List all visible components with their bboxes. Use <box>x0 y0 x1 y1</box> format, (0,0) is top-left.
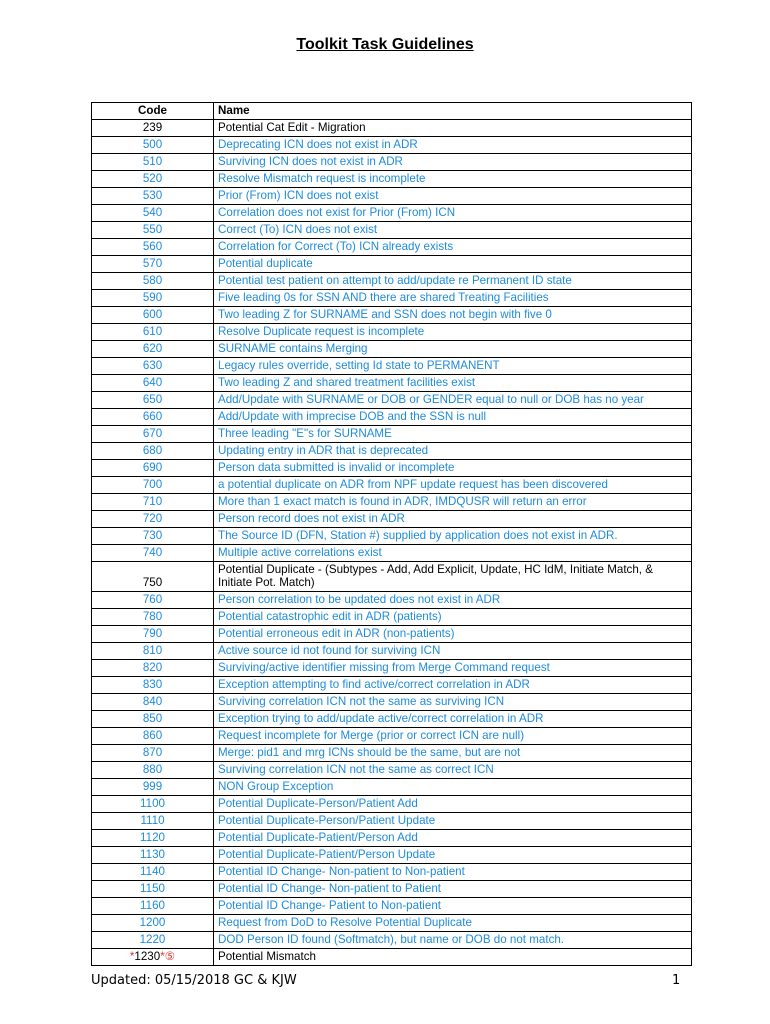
code-column-header: Code <box>92 103 214 120</box>
row-code-value: 1120 <box>140 831 165 844</box>
table-row <box>92 307 692 324</box>
row-code-value: 550 <box>142 223 163 236</box>
row-code <box>92 562 214 592</box>
row-name: Add/Update with SURNAME or DOB or GENDER equal to null or DOB has no year <box>214 392 692 409</box>
row-code <box>92 375 214 392</box>
row-code <box>92 915 214 932</box>
row-name: Potential Cat Edit - Migration <box>214 120 692 137</box>
row-code-value: 730 <box>142 529 163 542</box>
row-code <box>92 779 214 796</box>
table-row <box>92 813 692 830</box>
table-header-row <box>92 103 692 120</box>
name-column-header: Name <box>214 103 692 120</box>
row-name: Surviving/active identifier missing from Merge Command request <box>214 660 692 677</box>
row-code-value: 750 <box>142 576 163 589</box>
row-name: Deprecating ICN does not exist in ADR <box>214 137 692 154</box>
table-row <box>92 762 692 779</box>
row-name: Potential Duplicate-Patient/Person Add <box>214 830 692 847</box>
row-code-value: 500 <box>142 138 163 151</box>
row-name: Three leading "E"s for SURNAME <box>214 426 692 443</box>
table-row <box>92 477 692 494</box>
table-row <box>92 545 692 562</box>
table-row <box>92 677 692 694</box>
row-code <box>92 188 214 205</box>
row-name: Merge: pid1 and mrg ICNs should be the same, but are not <box>214 745 692 762</box>
table-row <box>92 188 692 205</box>
row-code-value: 840 <box>142 695 163 708</box>
row-code <box>92 677 214 694</box>
table-row <box>92 222 692 239</box>
table-row <box>92 694 692 711</box>
row-code-value: 820 <box>142 661 163 674</box>
row-code-value: 1130 <box>140 848 165 861</box>
table-row <box>92 881 692 898</box>
row-name: Updating entry in ADR that is deprecated <box>214 443 692 460</box>
row-name: Person data submitted is invalid or incomplete <box>214 460 692 477</box>
row-name: Request incomplete for Merge (prior or correct ICN are null) <box>214 728 692 745</box>
row-name: Surviving correlation ICN not the same as correct ICN <box>214 762 692 779</box>
row-code-value: 760 <box>142 593 163 606</box>
table-row <box>92 341 692 358</box>
row-code-value: 530 <box>142 189 163 202</box>
row-code <box>92 324 214 341</box>
table-row <box>92 273 692 290</box>
row-code <box>92 137 214 154</box>
table-row <box>92 494 692 511</box>
row-code <box>92 949 214 966</box>
row-name: Two leading Z and shared treatment facilities exist <box>214 375 692 392</box>
row-code <box>92 796 214 813</box>
table-row <box>92 358 692 375</box>
table-row <box>92 375 692 392</box>
row-code-value: 610 <box>142 325 163 338</box>
row-code <box>92 881 214 898</box>
row-code <box>92 307 214 324</box>
row-name: Person correlation to be updated does not exist in ADR <box>214 592 692 609</box>
row-code <box>92 494 214 511</box>
table-row <box>92 256 692 273</box>
row-code-value: 570 <box>142 257 163 270</box>
row-name: Potential Mismatch <box>214 949 692 966</box>
table-row <box>92 392 692 409</box>
row-code <box>92 660 214 677</box>
table-row <box>92 643 692 660</box>
row-code <box>92 239 214 256</box>
row-name: Prior (From) ICN does not exist <box>214 188 692 205</box>
row-name: Exception trying to add/update active/correct correlation in ADR <box>214 711 692 728</box>
table-row <box>92 460 692 477</box>
row-name: NON Group Exception <box>214 779 692 796</box>
row-code-value: 850 <box>142 712 163 725</box>
row-name: Add/Update with imprecise DOB and the SSN is null <box>214 409 692 426</box>
row-name: Potential ID Change- Patient to Non-patient <box>214 898 692 915</box>
table-row <box>92 120 692 137</box>
row-code <box>92 813 214 830</box>
row-name: a potential duplicate on ADR from NPF update request has been discovered <box>214 477 692 494</box>
row-code <box>92 762 214 779</box>
row-code-value: 830 <box>142 678 163 691</box>
row-name: Potential test patient on attempt to add/update re Permanent ID state <box>214 273 692 290</box>
row-code <box>92 511 214 528</box>
table-row <box>92 137 692 154</box>
page-title: Toolkit Task Guidelines <box>296 36 474 53</box>
row-code <box>92 864 214 881</box>
row-code <box>92 528 214 545</box>
table-row <box>92 324 692 341</box>
row-code <box>92 358 214 375</box>
table-row <box>92 779 692 796</box>
row-name: Multiple active correlations exist <box>214 545 692 562</box>
row-name: Potential erroneous edit in ADR (non-patients) <box>214 626 692 643</box>
row-name: Correct (To) ICN does not exist <box>214 222 692 239</box>
row-code <box>92 290 214 307</box>
row-code-value: 1220 <box>139 933 166 946</box>
row-name: Resolve Mismatch request is incomplete <box>214 171 692 188</box>
row-code <box>92 341 214 358</box>
row-code-value: 640 <box>142 376 163 389</box>
table-row <box>92 205 692 222</box>
row-name: Potential Duplicate - (Subtypes - Add, Add Explicit, Update, HC IdM, Initiate Match, & Initiate Pot. Match) <box>214 562 692 592</box>
table-row <box>92 745 692 762</box>
row-code <box>92 120 214 137</box>
row-code <box>92 728 214 745</box>
row-code <box>92 426 214 443</box>
row-code <box>92 256 214 273</box>
row-code <box>92 898 214 915</box>
row-code-value: 630 <box>142 359 163 372</box>
row-name: Resolve Duplicate request is incomplete <box>214 324 692 341</box>
row-code <box>92 932 214 949</box>
row-code-value: 1200 <box>139 916 166 929</box>
row-code <box>92 830 214 847</box>
table-row <box>92 290 692 307</box>
row-code-value: 810 <box>142 644 163 657</box>
row-code-value: 620 <box>142 342 163 355</box>
row-code <box>92 443 214 460</box>
row-code-value: 740 <box>142 546 163 559</box>
row-name: Person record does not exist in ADR <box>214 511 692 528</box>
row-code-value: 790 <box>142 627 163 640</box>
table-row <box>92 426 692 443</box>
row-name: Two leading Z for SURNAME and SSN does not begin with five 0 <box>214 307 692 324</box>
table-row <box>92 528 692 545</box>
row-name: Surviving ICN does not exist in ADR <box>214 154 692 171</box>
row-name: Potential ID Change- Non-patient to Patient <box>214 881 692 898</box>
row-code <box>92 460 214 477</box>
row-code-value: 520 <box>142 172 163 185</box>
row-code <box>92 745 214 762</box>
table-row <box>92 728 692 745</box>
table-row <box>92 171 692 188</box>
row-code-value: 710 <box>142 495 163 508</box>
table-row <box>92 239 692 256</box>
row-code <box>92 205 214 222</box>
table-row <box>92 847 692 864</box>
row-name: Correlation for Correct (To) ICN already exists <box>214 239 692 256</box>
row-code <box>92 409 214 426</box>
row-code-value: 780 <box>142 610 163 623</box>
row-code-value: 680 <box>142 444 163 457</box>
row-code-value: 1230 <box>134 950 161 963</box>
row-code <box>92 171 214 188</box>
row-code <box>92 694 214 711</box>
table-row <box>92 898 692 915</box>
row-name: Potential ID Change- Non-patient to Non-patient <box>214 864 692 881</box>
row-code <box>92 626 214 643</box>
row-name: Potential catastrophic edit in ADR (patients) <box>214 609 692 626</box>
row-code <box>92 545 214 562</box>
table-row <box>92 609 692 626</box>
row-code-value: 1110 <box>140 814 165 827</box>
table-row <box>92 154 692 171</box>
table-row <box>92 626 692 643</box>
row-code-value: 590 <box>142 291 163 304</box>
row-name: Potential Duplicate-Person/Patient Add <box>214 796 692 813</box>
row-code <box>92 592 214 609</box>
table-row <box>92 592 692 609</box>
row-name: More than 1 exact match is found in ADR, IMDQUSR will return an error <box>214 494 692 511</box>
row-code-value: 650 <box>142 393 163 406</box>
table-row <box>92 511 692 528</box>
row-code-value: 690 <box>142 461 163 474</box>
row-code-value: 670 <box>142 427 163 440</box>
row-code-value: 860 <box>142 729 163 742</box>
row-name: DOD Person ID found (Softmatch), but name or DOB do not match. <box>214 932 692 949</box>
row-name: Potential duplicate <box>214 256 692 273</box>
table-row <box>92 711 692 728</box>
row-code-value: 560 <box>142 240 163 253</box>
row-code-value: 999 <box>142 780 163 793</box>
table-row <box>92 864 692 881</box>
row-code-value: 660 <box>142 410 163 423</box>
table-row <box>92 932 692 949</box>
footer-updated: Updated: 05/15/2018 GC & KJW <box>91 973 297 988</box>
table-row <box>92 830 692 847</box>
row-code <box>92 643 214 660</box>
table-row <box>92 796 692 813</box>
row-code <box>92 609 214 626</box>
row-code-value: 880 <box>142 763 163 776</box>
table-row <box>92 562 692 592</box>
row-code-value: 1100 <box>140 797 165 810</box>
table-body <box>92 120 692 966</box>
row-code-value: 239 <box>142 121 163 134</box>
row-code <box>92 273 214 290</box>
row-name: Five leading 0s for SSN AND there are shared Treating Facilities <box>214 290 692 307</box>
table-row <box>92 660 692 677</box>
row-name: Legacy rules override, setting Id state to PERMANENT <box>214 358 692 375</box>
row-code <box>92 222 214 239</box>
row-code-value: 1140 <box>140 865 165 878</box>
page-number: 1 <box>672 973 681 988</box>
task-code-table <box>91 102 692 966</box>
row-name: Surviving correlation ICN not the same as surviving ICN <box>214 694 692 711</box>
row-code <box>92 392 214 409</box>
table-row <box>92 409 692 426</box>
row-name: Correlation does not exist for Prior (From) ICN <box>214 205 692 222</box>
row-name: Potential Duplicate-Person/Patient Update <box>214 813 692 830</box>
row-code-value: 510 <box>142 155 163 168</box>
table-row <box>92 949 692 966</box>
table-row <box>92 443 692 460</box>
table-row <box>92 915 692 932</box>
row-code <box>92 477 214 494</box>
row-code-value: 600 <box>142 308 163 321</box>
change-marker: * <box>129 950 135 963</box>
row-code-value: 1160 <box>140 899 165 912</box>
row-code-value: 870 <box>142 746 163 759</box>
row-name: Request from DoD to Resolve Potential Duplicate <box>214 915 692 932</box>
row-name: The Source ID (DFN, Station #) supplied by application does not exist in ADR. <box>214 528 692 545</box>
row-code-value: 1150 <box>140 882 165 895</box>
row-code-value: 720 <box>142 512 163 525</box>
row-name: SURNAME contains Merging <box>214 341 692 358</box>
row-code-value: 540 <box>142 206 163 219</box>
row-name: Potential Duplicate-Patient/Person Update <box>214 847 692 864</box>
row-code-value: 580 <box>142 274 163 287</box>
change-marker: *⑤ <box>160 950 176 963</box>
row-code <box>92 847 214 864</box>
row-name: Exception attempting to find active/correct correlation in ADR <box>214 677 692 694</box>
row-code <box>92 154 214 171</box>
row-code <box>92 711 214 728</box>
row-name: Active source id not found for surviving ICN <box>214 643 692 660</box>
row-code-value: 700 <box>142 478 163 491</box>
